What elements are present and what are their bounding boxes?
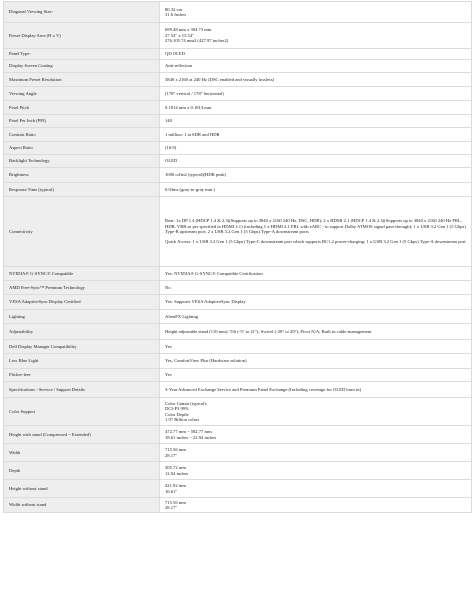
spec-value-line: 3840 x 2160 at 240 Hz (DSC enabled and visually lossless) [165, 76, 275, 82]
spec-value-line: 0.1814 mm x 0.1814 mm [165, 104, 212, 110]
spec-value-line: OLED [165, 158, 178, 164]
spec-label: Viewing Angle [4, 87, 160, 101]
spec-label: Height without stand [4, 480, 160, 498]
spec-row [4, 155, 472, 168]
spec-value [160, 183, 472, 197]
spec-value-line: Yes: NVIDIA® G-SYNC® Compatible Certification [165, 270, 263, 276]
spec-value [160, 101, 472, 115]
spec-table-body [4, 2, 472, 513]
spec-value [160, 480, 472, 498]
spec-value-line: AlienFX Lighting [165, 313, 199, 319]
spec-value [160, 23, 472, 49]
spec-label: Display Screen Coating [4, 60, 160, 73]
spec-value-line: 0.03ms (gray-to-gray min.) [165, 186, 216, 192]
spec-row [4, 444, 472, 462]
spec-label: Low Blue Light [4, 354, 160, 369]
spec-value-line: 31.6 Inches [165, 12, 187, 17]
spec-label: Pixel Pitch [4, 101, 160, 115]
spec-value-line: Color Gamut (typical): [165, 400, 208, 406]
spec-value [160, 295, 472, 310]
spec-row [4, 340, 472, 354]
spec-label: Aspect Ratio [4, 142, 160, 155]
spec-row [4, 324, 472, 340]
spec-value-line: 472.77 mm ~ 582.77 mm [165, 429, 212, 435]
spec-label: Brightness [4, 168, 160, 183]
spec-value [160, 142, 472, 155]
spec-label: Height with stand (Compressed ~ Extended) [4, 426, 160, 444]
spec-value-line: Color Depth: [165, 411, 190, 417]
spec-value [160, 354, 472, 369]
spec-value-line: Yes: Supports VESA AdaptiveSync Display [165, 299, 246, 305]
spec-table [3, 1, 472, 513]
spec-label: Lighting [4, 310, 160, 324]
spec-value-line: DCI-P3 99% [165, 406, 189, 412]
spec-value-line: 80.32 cm [165, 6, 183, 12]
spec-label: Pixel Per Inch (PPI) [4, 115, 160, 128]
spec-row [4, 267, 472, 281]
spec-value-line: 715.56 mm [165, 447, 186, 453]
spec-label: Contrast Ratio [4, 128, 160, 142]
spec-value [160, 382, 472, 398]
spec-row [4, 2, 472, 23]
spec-value-line: 699.48 mm x 394.73 mm [165, 27, 212, 33]
spec-label: Backlight Technology [4, 155, 160, 168]
spec-value-line: 421.92 mm [165, 483, 186, 489]
spec-value-line: (16:9) [165, 145, 177, 151]
spec-row [4, 87, 472, 101]
spec-value-line: 305.72 mm [165, 465, 186, 471]
spec-row [4, 369, 472, 382]
spec-value-line: Yes, ComfortView Plus (Hardware solution) [165, 358, 247, 364]
spec-value-line: 18.61 inches ~ 22.94 inches [165, 434, 217, 440]
spec-value-line: 28.17" [165, 505, 178, 510]
spec-value-line: 27.54" x 15.54" [165, 32, 195, 38]
spec-value-line: 12.04 inches [165, 470, 189, 476]
spec-value-line: 1000 cd/m2 (typical)(HDR peak) [165, 172, 227, 178]
spec-label: Dell Display Manager Compatibility [4, 340, 160, 354]
spec-label: VESA AdaptiveSync Display Certified [4, 295, 160, 310]
spec-value [160, 73, 472, 87]
spec-row [4, 73, 472, 87]
spec-row [4, 426, 472, 444]
spec-row [4, 23, 472, 49]
spec-row [4, 101, 472, 115]
spec-value [160, 324, 472, 340]
spec-row [4, 382, 472, 398]
spec-value [160, 281, 472, 295]
spec-value-line: 715.56 mm [165, 499, 186, 505]
spec-value [160, 369, 472, 382]
spec-value [160, 49, 472, 60]
spec-value [160, 426, 472, 444]
spec-value [160, 310, 472, 324]
spec-row [4, 142, 472, 155]
spec-row [4, 60, 472, 73]
spec-value-paragraph: Quick Access: 1 x USB 3.2 Gen 1 (5 Gbps) Type-C downstream port which supports BC1.2 power-charging; 1 x USB 3.2 Gen 1 (5 Gbps) Type-A downstream port [165, 239, 466, 245]
spec-label: Maximum Preset Resolution [4, 73, 160, 87]
spec-label: Diagonal Viewing Size: [4, 2, 160, 23]
spec-label: AMD Free-Sync™ Premium Technology [4, 281, 160, 295]
spec-value-line: 3-Year Advanced Exchange Service and Premium Panel Exchange (Including coverage for OLED burn in) [165, 386, 362, 392]
spec-row [4, 115, 472, 128]
spec-label: Adjustability [4, 324, 160, 340]
spec-row [4, 49, 472, 60]
spec-value-line: Yes [165, 372, 172, 378]
spec-row [4, 354, 472, 369]
spec-row [4, 462, 472, 480]
spec-value [160, 60, 472, 73]
spec-label: Response Time (typical) [4, 183, 160, 197]
spec-value-line: 28.17" [165, 452, 178, 458]
spec-value [160, 462, 472, 480]
spec-value-paragraph: Rear: 1x DP 1.4 (HDCP 1.4 & 2.3)(Supports up to 3840 x 2160 240 Hz, DSC, HDR); 2 x HDMI 2.1 (HDCP 1.4 & 2.3)(Supports up to 3840 x 2160 240 Hz FRL, HDR, VRR as per specified in HDMI 2.1) (including 1 x HDMI 2.1 FRL with eARC - to support Dolby ATMOS signal pass-through); 1 x USB 3.2 Gen 1 (5 Gbps) Type-B upstream port; 2 x USB 3.2 Gen 1 (5 Gbps) Type-A downstream ports [165, 218, 466, 234]
spec-label: Flicker-free [4, 369, 160, 382]
spec-value [160, 168, 472, 183]
spec-value-line: 276,105.74 mm2 (427.97 inches2) [165, 38, 229, 44]
spec-label: Panel Type: [4, 49, 160, 60]
spec-row [4, 168, 472, 183]
spec-label: Depth [4, 462, 160, 480]
spec-value-line: (178° vertical / 178° horizontal) [165, 90, 224, 96]
spec-row [4, 197, 472, 267]
spec-value-line: 16.61" [165, 488, 178, 494]
spec-row [4, 398, 472, 426]
spec-label: Width [4, 444, 160, 462]
spec-value-line: QD OLED [165, 51, 186, 57]
spec-row [4, 480, 472, 498]
spec-value [160, 498, 472, 513]
spec-value [160, 87, 472, 101]
spec-value-line: 140 [165, 118, 172, 124]
spec-value [160, 398, 472, 426]
spec-row [4, 128, 472, 142]
spec-row [4, 498, 472, 513]
spec-sheet [3, 1, 471, 513]
spec-label: Preset Display Area (H x V) [4, 23, 160, 49]
spec-row [4, 183, 472, 197]
spec-label: Connectivity [4, 197, 160, 267]
spec-value-line: Height adjustable stand (110 mm); Tilt (-5° to 21°); Swivel (-20° to 20°); Pivot N/A; Built in cable-management [165, 328, 372, 334]
spec-value [160, 155, 472, 168]
spec-label: NVIDIA® G-SYNC® Compatible [4, 267, 160, 281]
spec-value [160, 2, 472, 23]
spec-row [4, 281, 472, 295]
spec-value [160, 115, 472, 128]
spec-row [4, 310, 472, 324]
spec-value-line: 1.07 Billion colors [165, 416, 200, 422]
spec-value-line: Anti-reflection [165, 63, 193, 69]
spec-value-line: 1 million: 1 at SDR and HDR [165, 131, 220, 137]
spec-label: Color Support [4, 398, 160, 426]
spec-value [160, 267, 472, 281]
spec-value-line: No [165, 284, 171, 290]
spec-value-line: Yes [165, 343, 172, 349]
spec-value [160, 444, 472, 462]
spec-label: Specifications - Service / Support Details [4, 382, 160, 398]
spec-label: Width without stand [4, 498, 160, 513]
spec-value [160, 197, 472, 267]
spec-value [160, 128, 472, 142]
spec-value [160, 340, 472, 354]
spec-row [4, 295, 472, 310]
